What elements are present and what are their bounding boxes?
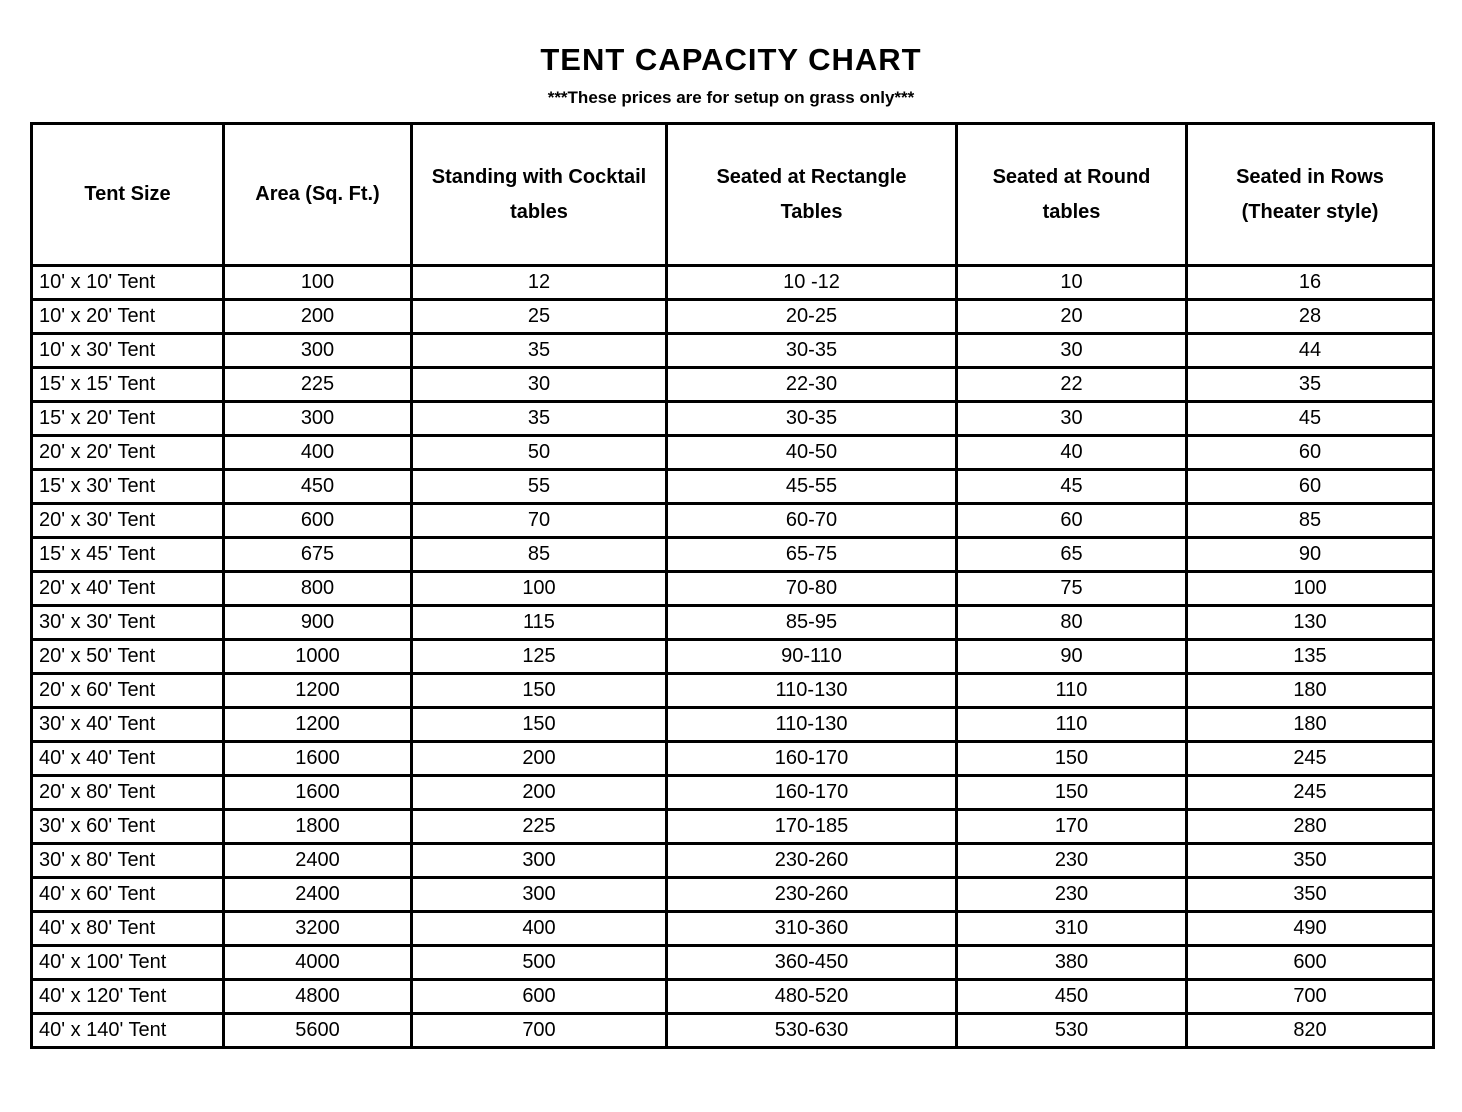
- table-cell: 230: [957, 844, 1187, 878]
- tent-size-cell: 20' x 40' Tent: [32, 572, 224, 606]
- table-cell: 820: [1187, 1014, 1434, 1048]
- table-row: [32, 266, 1434, 300]
- tent-size-cell: 40' x 140' Tent: [32, 1014, 224, 1048]
- table-cell: 490: [1187, 912, 1434, 946]
- table-cell: 5600: [224, 1014, 412, 1048]
- table-cell: 150: [957, 742, 1187, 776]
- table-cell: 110-130: [667, 674, 957, 708]
- table-cell: 85: [412, 538, 667, 572]
- table-cell: 85: [1187, 504, 1434, 538]
- table-cell: 170: [957, 810, 1187, 844]
- table-cell: 90: [957, 640, 1187, 674]
- tent-size-cell: 20' x 60' Tent: [32, 674, 224, 708]
- table-row: [32, 436, 1434, 470]
- tent-size-cell: 40' x 100' Tent: [32, 946, 224, 980]
- table-cell: 45: [957, 470, 1187, 504]
- tent-size-cell: 10' x 30' Tent: [32, 334, 224, 368]
- table-cell: 70: [412, 504, 667, 538]
- table-cell: 20: [957, 300, 1187, 334]
- table-cell: 4000: [224, 946, 412, 980]
- table-row: [32, 300, 1434, 334]
- table-cell: 310-360: [667, 912, 957, 946]
- table-cell: 350: [1187, 878, 1434, 912]
- table-cell: 30-35: [667, 402, 957, 436]
- table-cell: 300: [412, 878, 667, 912]
- table-cell: 600: [224, 504, 412, 538]
- tent-size-cell: 40' x 80' Tent: [32, 912, 224, 946]
- table-cell: 3200: [224, 912, 412, 946]
- table-cell: 110: [957, 708, 1187, 742]
- tent-size-cell: 30' x 80' Tent: [32, 844, 224, 878]
- table-cell: 245: [1187, 742, 1434, 776]
- table-cell: 200: [224, 300, 412, 334]
- table-cell: 20-25: [667, 300, 957, 334]
- table-cell: 350: [1187, 844, 1434, 878]
- table-cell: 225: [224, 368, 412, 402]
- tent-size-cell: 40' x 60' Tent: [32, 878, 224, 912]
- table-row: [32, 572, 1434, 606]
- tent-size-cell: 15' x 20' Tent: [32, 402, 224, 436]
- table-cell: 25: [412, 300, 667, 334]
- table-cell: 230-260: [667, 844, 957, 878]
- table-cell: 230-260: [667, 878, 957, 912]
- tent-size-cell: 15' x 30' Tent: [32, 470, 224, 504]
- table-cell: 40: [957, 436, 1187, 470]
- table-cell: 450: [957, 980, 1187, 1014]
- table-cell: 28: [1187, 300, 1434, 334]
- tent-capacity-table: [30, 122, 1435, 1049]
- table-cell: 35: [412, 334, 667, 368]
- table-cell: 400: [412, 912, 667, 946]
- table-row: [32, 504, 1434, 538]
- table-cell: 160-170: [667, 776, 957, 810]
- table-row: [32, 606, 1434, 640]
- table-row: [32, 980, 1434, 1014]
- column-header-2: Standing with Cocktail tables: [412, 124, 667, 266]
- table-row: [32, 912, 1434, 946]
- table-cell: 800: [224, 572, 412, 606]
- tent-size-cell: 40' x 120' Tent: [32, 980, 224, 1014]
- table-cell: 40-50: [667, 436, 957, 470]
- tent-size-cell: 10' x 20' Tent: [32, 300, 224, 334]
- table-cell: 180: [1187, 708, 1434, 742]
- tent-size-cell: 20' x 30' Tent: [32, 504, 224, 538]
- table-cell: 125: [412, 640, 667, 674]
- table-cell: 65-75: [667, 538, 957, 572]
- table-cell: 1600: [224, 742, 412, 776]
- table-cell: 450: [224, 470, 412, 504]
- table-cell: 1000: [224, 640, 412, 674]
- table-cell: 100: [1187, 572, 1434, 606]
- tent-size-cell: 20' x 50' Tent: [32, 640, 224, 674]
- table-header-row: [32, 124, 1434, 266]
- table-cell: 70-80: [667, 572, 957, 606]
- table-cell: 22-30: [667, 368, 957, 402]
- table-cell: 1600: [224, 776, 412, 810]
- table-row: [32, 844, 1434, 878]
- table-cell: 10 -12: [667, 266, 957, 300]
- table-cell: 180: [1187, 674, 1434, 708]
- table-cell: 700: [412, 1014, 667, 1048]
- table-cell: 110-130: [667, 708, 957, 742]
- tent-size-cell: 10' x 10' Tent: [32, 266, 224, 300]
- column-header-3: Seated at Rectangle Tables: [667, 124, 957, 266]
- table-row: [32, 368, 1434, 402]
- table-row: [32, 810, 1434, 844]
- table-cell: 30: [957, 334, 1187, 368]
- table-cell: 44: [1187, 334, 1434, 368]
- table-cell: 135: [1187, 640, 1434, 674]
- table-row: [32, 708, 1434, 742]
- table-cell: 60: [1187, 470, 1434, 504]
- tent-size-cell: 30' x 60' Tent: [32, 810, 224, 844]
- table-cell: 300: [412, 844, 667, 878]
- tent-size-cell: 40' x 40' Tent: [32, 742, 224, 776]
- table-cell: 90: [1187, 538, 1434, 572]
- table-cell: 85-95: [667, 606, 957, 640]
- table-cell: 60-70: [667, 504, 957, 538]
- tent-size-cell: 30' x 40' Tent: [32, 708, 224, 742]
- table-cell: 35: [412, 402, 667, 436]
- table-row: [32, 334, 1434, 368]
- table-cell: 1200: [224, 674, 412, 708]
- table-row: [32, 878, 1434, 912]
- table-cell: 225: [412, 810, 667, 844]
- table-cell: 600: [412, 980, 667, 1014]
- table-cell: 400: [224, 436, 412, 470]
- table-cell: 530: [957, 1014, 1187, 1048]
- tent-size-cell: 15' x 15' Tent: [32, 368, 224, 402]
- table-cell: 360-450: [667, 946, 957, 980]
- table-cell: 150: [957, 776, 1187, 810]
- table-row: [32, 640, 1434, 674]
- table-cell: 30: [957, 402, 1187, 436]
- column-header-5: Seated in Rows (Theater style): [1187, 124, 1434, 266]
- table-cell: 45-55: [667, 470, 957, 504]
- table-cell: 700: [1187, 980, 1434, 1014]
- table-row: [32, 946, 1434, 980]
- table-row: [32, 402, 1434, 436]
- table-cell: 150: [412, 674, 667, 708]
- table-row: [32, 776, 1434, 810]
- tent-size-cell: 20' x 20' Tent: [32, 436, 224, 470]
- table-cell: 300: [224, 402, 412, 436]
- page-title: TENT CAPACITY CHART: [540, 42, 922, 77]
- table-cell: 22: [957, 368, 1187, 402]
- column-header-0: Tent Size: [32, 124, 224, 266]
- table-cell: 130: [1187, 606, 1434, 640]
- table-cell: 10: [957, 266, 1187, 300]
- table-cell: 530-630: [667, 1014, 957, 1048]
- table-row: [32, 742, 1434, 776]
- table-cell: 75: [957, 572, 1187, 606]
- table-cell: 65: [957, 538, 1187, 572]
- tent-size-cell: 15' x 45' Tent: [32, 538, 224, 572]
- table-cell: 1200: [224, 708, 412, 742]
- table-cell: 380: [957, 946, 1187, 980]
- table-cell: 60: [957, 504, 1187, 538]
- table-cell: 300: [224, 334, 412, 368]
- table-cell: 12: [412, 266, 667, 300]
- table-cell: 110: [957, 674, 1187, 708]
- table-cell: 200: [412, 776, 667, 810]
- table-cell: 675: [224, 538, 412, 572]
- table-cell: 35: [1187, 368, 1434, 402]
- table-cell: 500: [412, 946, 667, 980]
- table-cell: 100: [412, 572, 667, 606]
- table-cell: 115: [412, 606, 667, 640]
- page-subtitle: ***These prices are for setup on grass only***: [547, 88, 915, 107]
- table-cell: 30-35: [667, 334, 957, 368]
- column-header-1: Area (Sq. Ft.): [224, 124, 412, 266]
- table-cell: 80: [957, 606, 1187, 640]
- table-cell: 2400: [224, 844, 412, 878]
- table-cell: 230: [957, 878, 1187, 912]
- table-cell: 150: [412, 708, 667, 742]
- tent-size-cell: 20' x 80' Tent: [32, 776, 224, 810]
- table-cell: 200: [412, 742, 667, 776]
- table-cell: 170-185: [667, 810, 957, 844]
- table-cell: 280: [1187, 810, 1434, 844]
- table-cell: 600: [1187, 946, 1434, 980]
- table-cell: 310: [957, 912, 1187, 946]
- table-cell: 4800: [224, 980, 412, 1014]
- table-cell: 2400: [224, 878, 412, 912]
- table-cell: 30: [412, 368, 667, 402]
- table-cell: 245: [1187, 776, 1434, 810]
- table-cell: 160-170: [667, 742, 957, 776]
- column-header-4: Seated at Round tables: [957, 124, 1187, 266]
- table-row: [32, 674, 1434, 708]
- table-row: [32, 470, 1434, 504]
- table-cell: 480-520: [667, 980, 957, 1014]
- tent-size-cell: 30' x 30' Tent: [32, 606, 224, 640]
- table-cell: 16: [1187, 266, 1434, 300]
- table-row: [32, 1014, 1434, 1048]
- table-cell: 90-110: [667, 640, 957, 674]
- table-cell: 50: [412, 436, 667, 470]
- table-cell: 900: [224, 606, 412, 640]
- table-cell: 45: [1187, 402, 1434, 436]
- table-row: [32, 538, 1434, 572]
- table-body: [32, 266, 1434, 1048]
- table-cell: 1800: [224, 810, 412, 844]
- table-cell: 100: [224, 266, 412, 300]
- table-cell: 55: [412, 470, 667, 504]
- table-cell: 60: [1187, 436, 1434, 470]
